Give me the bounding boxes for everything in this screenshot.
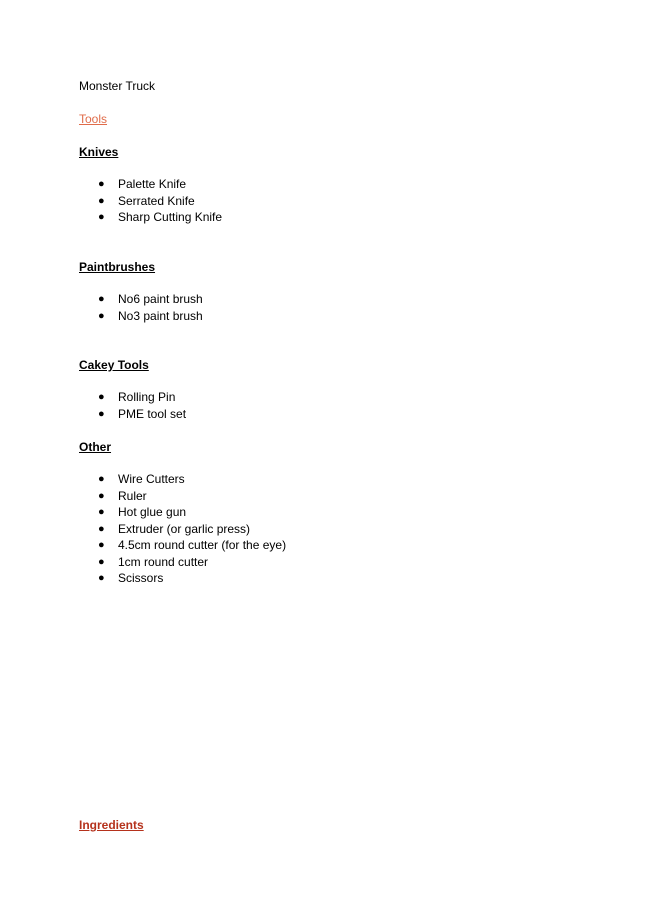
- list-item-text: No6 paint brush: [118, 292, 203, 306]
- list-item-text: Wire Cutters: [118, 472, 185, 486]
- bullet-icon: ●: [98, 473, 105, 485]
- list-item: [79, 554, 286, 571]
- bullet-icon: ●: [98, 522, 105, 535]
- list-item-text: Palette Knife: [118, 177, 187, 191]
- cakey-tools-list: [79, 389, 186, 422]
- ingredients-heading: Ingredients: [79, 818, 144, 832]
- knives-heading: Knives: [79, 145, 119, 159]
- list-item-text: PME tool set: [118, 406, 187, 421]
- list-item-text: No3 paint brush: [118, 308, 203, 323]
- list-item-text: Extruder (or garlic press): [118, 521, 251, 536]
- list-item-text: Scissors: [118, 571, 164, 585]
- bullet-icon: ●: [98, 178, 105, 190]
- list-item: [79, 406, 186, 423]
- bullet-icon: ●: [98, 555, 105, 568]
- list-item: [79, 389, 186, 406]
- list-item: [79, 570, 286, 587]
- list-item: [79, 176, 222, 193]
- list-item: [79, 209, 222, 226]
- bullet-icon: ●: [98, 489, 105, 502]
- other-list: [79, 471, 286, 587]
- bullet-icon: ●: [98, 211, 105, 223]
- list-item-text: Hot glue gun: [118, 505, 187, 519]
- cakey-tools-heading: Cakey Tools: [79, 358, 149, 372]
- list-item: [79, 308, 203, 325]
- document-title: Monster Truck: [79, 79, 156, 93]
- bullet-icon: ●: [98, 539, 105, 551]
- paintbrushes-list: [79, 291, 203, 324]
- bullet-icon: ●: [98, 572, 105, 584]
- bullet-icon: ●: [98, 194, 105, 207]
- bullet-icon: ●: [98, 309, 105, 322]
- other-heading: Other: [79, 440, 112, 454]
- list-item-text: Serrated Knife: [118, 193, 195, 208]
- list-item: [79, 504, 286, 521]
- list-item-text: 1cm round cutter: [118, 554, 209, 569]
- knives-list: [79, 176, 222, 226]
- list-item: [79, 537, 286, 554]
- list-item: [79, 291, 203, 308]
- list-item: [79, 521, 286, 538]
- tools-heading: Tools: [79, 112, 108, 126]
- bullet-icon: ●: [98, 391, 105, 403]
- bullet-icon: ●: [98, 407, 105, 420]
- bullet-icon: ●: [98, 293, 105, 305]
- list-item: [79, 193, 222, 210]
- list-item: [79, 471, 286, 488]
- list-item-text: 4.5cm round cutter (for the eye): [118, 538, 287, 552]
- list-item-text: Sharp Cutting Knife: [118, 210, 223, 224]
- paintbrushes-heading: Paintbrushes: [79, 260, 156, 274]
- list-item: [79, 488, 286, 505]
- bullet-icon: ●: [98, 506, 105, 518]
- list-item-text: Ruler: [118, 488, 147, 503]
- list-item-text: Rolling Pin: [118, 390, 176, 404]
